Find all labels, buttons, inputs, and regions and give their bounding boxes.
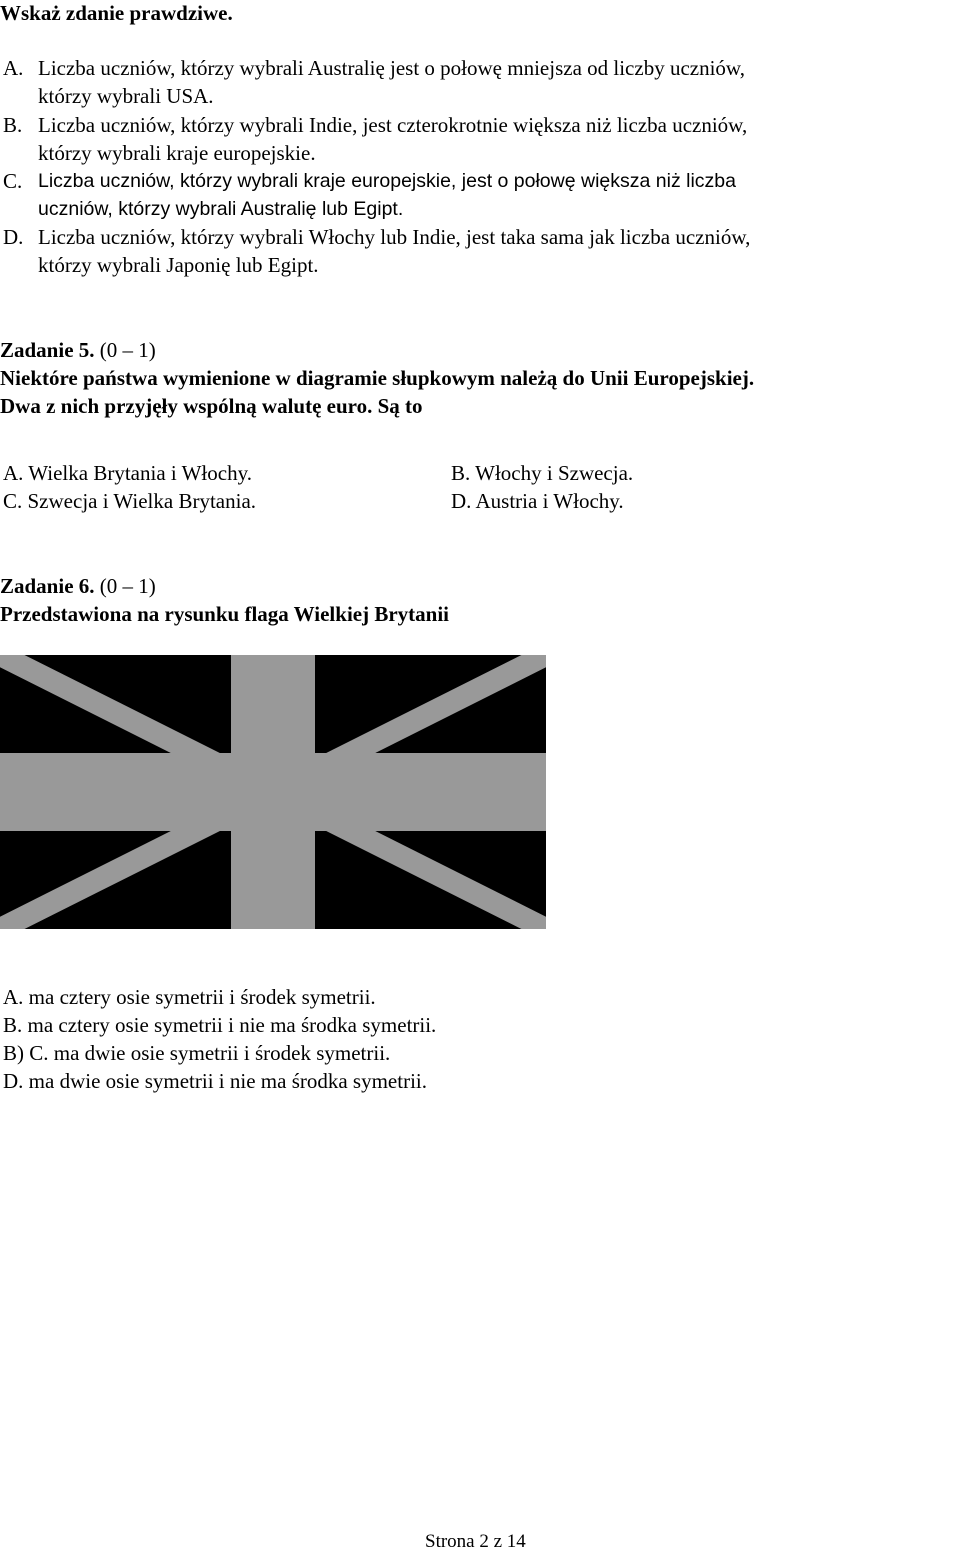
task6-answer-a: A. ma cztery osie symetrii i środek symetrii.: [3, 985, 376, 1009]
task5-answer-b: B. Włochy i Szwecja.: [451, 461, 634, 485]
task6-answer-b: B. ma cztery osie symetrii i nie ma środka symetrii.: [3, 1013, 437, 1037]
union-jack-flag-image: [0, 655, 546, 929]
task6-answer-c: B) C. ma dwie osie symetrii i środek symetrii.: [3, 1041, 391, 1065]
option-b-line2: którzy wybrali kraje europejskie.: [38, 141, 316, 165]
option-a-line2: którzy wybrali USA.: [38, 84, 214, 108]
task5-answer-a: A. Wielka Brytania i Włochy.: [3, 461, 252, 485]
task5-answer-c: C. Szwecja i Wielka Brytania.: [3, 489, 257, 513]
task5-question-line2: Dwa z nich przyjęły wspólną walutę euro. Są to: [0, 394, 423, 418]
task5-question-line1: Niektóre państwa wymienione w diagramie słupkowym należą do Unii Europejskiej.: [0, 366, 755, 390]
option-c-line1: Liczba uczniów, którzy wybrali kraje europejskie, jest o połowę większa niż liczba: [38, 170, 736, 192]
option-c-line2: uczniów, którzy wybrali Australię lub Egipt.: [38, 198, 404, 220]
option-d-line2: którzy wybrali Japonię lub Egipt.: [38, 253, 319, 277]
page-number: Strona 2 z 14: [425, 1531, 526, 1552]
option-a-letter: A.: [3, 56, 24, 80]
option-a-line1: Liczba uczniów, którzy wybrali Australię jest o połowę mniejsza od liczby uczniów,: [38, 56, 745, 80]
flag-horizontal-bar: [0, 753, 546, 831]
task6-question: Przedstawiona na rysunku flaga Wielkiej Brytanii: [0, 602, 450, 626]
task5-points: (0 – 1): [94, 338, 156, 362]
task6-title: [0, 573, 156, 599]
task6-number: Zadanie 6.: [0, 574, 95, 598]
task6-answer-d: D. ma dwie osie symetrii i nie ma środka symetrii.: [3, 1069, 427, 1093]
instruction-heading: Wskaż zdanie prawdziwe.: [0, 1, 233, 25]
option-b-letter: B.: [3, 113, 23, 137]
option-b-line1: Liczba uczniów, którzy wybrali Indie, jest czterokrotnie większa niż liczba uczniów,: [38, 113, 748, 137]
task5-answer-d: D. Austria i Włochy.: [451, 489, 624, 513]
option-d-letter: D.: [3, 225, 24, 249]
option-d-line1: Liczba uczniów, którzy wybrali Włochy lub Indie, jest taka sama jak liczba uczniów,: [38, 225, 751, 249]
task5-title: [0, 337, 156, 363]
task5-number: Zadanie 5.: [0, 338, 95, 362]
option-c-letter: C.: [3, 169, 23, 193]
task6-points: (0 – 1): [94, 574, 156, 598]
